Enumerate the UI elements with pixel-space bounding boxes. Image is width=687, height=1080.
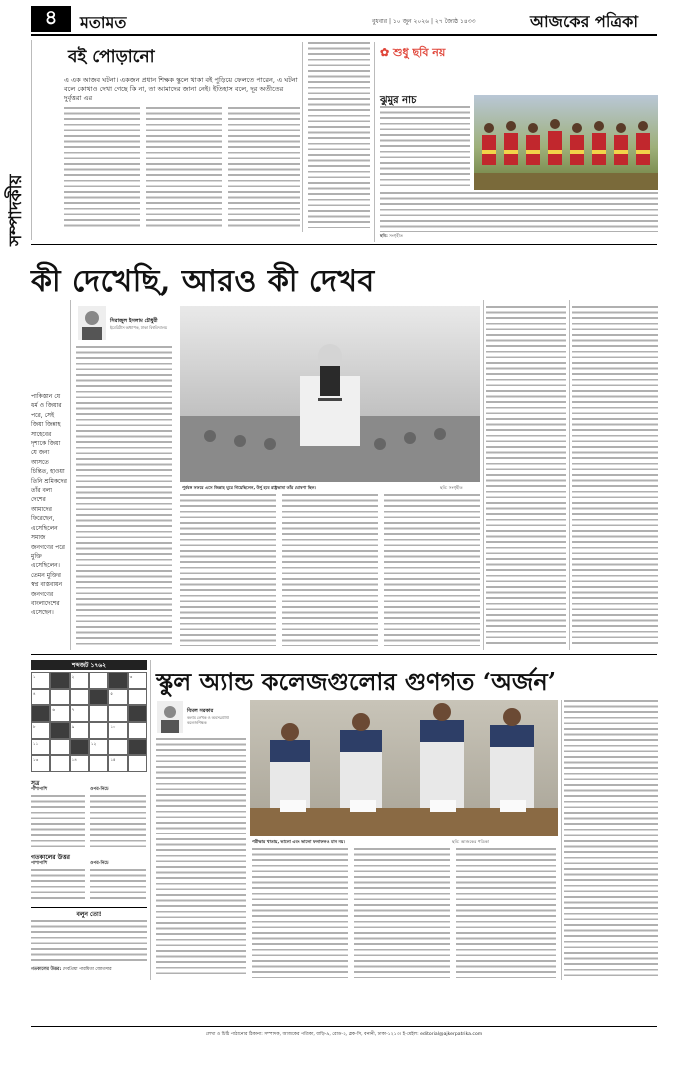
- feature-title: ঝুমুর নাচ: [380, 95, 417, 106]
- crossword-cell[interactable]: ১১: [31, 739, 50, 756]
- feature-kicker-text: শুধু ছবি নয়: [393, 46, 446, 59]
- column-divider: [374, 42, 375, 242]
- article1-author-photo: [78, 306, 106, 340]
- crossword-cell[interactable]: [89, 722, 108, 739]
- dateline: বুধবার | ১০ জুন ২০২৬ | ২৭ জ্যৈষ্ঠ ১৪৩৩: [372, 18, 476, 25]
- article2-body-col5: [456, 848, 556, 978]
- dancers-illustration: [474, 95, 658, 190]
- article2-author-name: বিমল সরকার: [187, 708, 214, 714]
- crossword-cell-blocked: [31, 705, 50, 722]
- crossword-grid: [31, 672, 147, 772]
- author-portrait-icon: [78, 306, 106, 340]
- column-divider: [70, 300, 71, 650]
- crossword-cell[interactable]: ৮: [31, 722, 50, 739]
- crossword-cell[interactable]: ১৩: [31, 755, 50, 772]
- crossword-cell[interactable]: [128, 755, 147, 772]
- feature-credit-label: ছবি:: [380, 233, 388, 238]
- crossword-cell[interactable]: ৯: [70, 722, 89, 739]
- footer-rule: [31, 1026, 657, 1027]
- crossword-cell[interactable]: [89, 672, 108, 689]
- crossword-cell[interactable]: [108, 739, 127, 756]
- editorial-body-col3: [228, 107, 300, 229]
- crossword-cell-blocked: [50, 722, 69, 739]
- article1-author-name: সিরাজুল ইসলাম চৌধুরী: [110, 318, 158, 324]
- article1-body-col5: [486, 306, 566, 646]
- crossword-across-clues: [31, 795, 85, 847]
- answers-down-label: ওপর-নিচে: [90, 861, 109, 866]
- article2-body-col2: [156, 838, 246, 978]
- photo-credit-label: ছবি:: [440, 485, 448, 490]
- column-divider: [483, 300, 484, 650]
- quiz-answer: [31, 967, 147, 972]
- article2-photo-caption: পরীক্ষার খাতায়, ভালো এবং ভালো ফলাফলও মান নয়।: [252, 839, 346, 844]
- crossword-cell[interactable]: ৫: [108, 689, 127, 706]
- article2-body-col3: [252, 848, 348, 978]
- crossword-cell-blocked: [128, 739, 147, 756]
- article2-title: স্কুল অ্যান্ড কলেজগুলোর গুণগত ‘অর্জন’: [156, 667, 557, 696]
- side-column-text: পাকিস্তান যে ধর্ম ও জিয়ার পরে, সেই জিয়া জিন্নাহ সাহেবের দৃশ্যকে জিয়া যে জন্য আসতে চিন্তিত, হাওয়া তিনি শ্রমিকদের তাঁর বলা দেশের আমাদের ফিরেছেন, এসেছিলেন সমাজ জনগণের পরে মুক্তি এসেছিলেন। তেমন মুক্তির স্বপ্ন বাস্তবায়ন জনগণের বাংলাদেশের এসেছেন।: [31, 393, 67, 617]
- photo-credit-value: সংগৃহীত: [448, 485, 463, 490]
- editorial-body-col2: [146, 107, 222, 229]
- article1-photo: [180, 306, 480, 482]
- crossword-cell[interactable]: [50, 689, 69, 706]
- editorial-body-col4: [308, 42, 370, 228]
- article1-body-col2: [180, 494, 276, 646]
- crossword-cell[interactable]: [128, 722, 147, 739]
- column-divider: [561, 700, 562, 980]
- crossword-cell[interactable]: ২: [70, 672, 89, 689]
- feature-kicker: ✿ শুধু ছবি নয়: [380, 46, 446, 59]
- article2-photo-credit: [452, 839, 489, 846]
- crossword-answers-label: গতকালের উত্তর: [31, 854, 70, 861]
- page-number: ৪: [31, 6, 71, 32]
- feature-credit: [380, 233, 403, 240]
- crossword-cell[interactable]: [89, 755, 108, 772]
- crossword-cell[interactable]: ৭: [70, 705, 89, 722]
- crossword-cell-blocked: [128, 705, 147, 722]
- article1-body-col6: [572, 306, 658, 646]
- crossword-cell[interactable]: ১৫: [108, 755, 127, 772]
- crossword-cell[interactable]: [50, 739, 69, 756]
- crossword-cell[interactable]: [128, 689, 147, 706]
- crossword-cell[interactable]: ৬: [50, 705, 69, 722]
- crossword-cell[interactable]: [50, 755, 69, 772]
- article1-body-col1: [76, 346, 172, 646]
- column-divider: [302, 42, 303, 232]
- article2-body-col4: [354, 848, 450, 978]
- article2-body-col6: [564, 700, 658, 978]
- crossword-cell-blocked: [50, 672, 69, 689]
- column-divider: [31, 40, 32, 240]
- footer-contact: লেখা ও চিঠি পাঠানোর ঠিকানা: সম্পাদক, আজকের পত্রিকা, বাড়ি-৯, রোড-২, ব্লক-সি, বনানী, ঢাকা-১২১৩। ই-মেইল: editorial@ajkerpatrika.com: [205, 1032, 483, 1037]
- editorial-vertical-label: সম্পাদকীয়: [6, 174, 26, 246]
- article2-body-col1: [156, 738, 246, 834]
- article1-title: কী দেখেছি, আরও কী দেখব: [31, 264, 375, 299]
- editorial-lede: এ এক আজব ঘটনা। একজন প্রধান শিক্ষক স্কুলে থাকা বই পুড়িয়ে ফেলতে পারেন, এ ঘটনা বলে কোথাও দেখা গেছে কি না, তা আমাদের জানা নেই। ইতিহাস বলে, দূর অতীতের দুর্বৃত্তরা এর: [64, 76, 298, 102]
- crossword-cell-blocked: [108, 672, 127, 689]
- quiz-answer-label: গতকালের উত্তর:: [31, 967, 62, 972]
- crossword-cell[interactable]: ১: [31, 672, 50, 689]
- crossword-cell[interactable]: [70, 689, 89, 706]
- crossword-cell[interactable]: ১২: [89, 739, 108, 756]
- feature-credit-value: সংগৃহীত: [389, 233, 403, 238]
- answers-across-label: পাশাপাশি: [31, 861, 48, 866]
- editorial-body-col1: [64, 107, 140, 229]
- article1-photo-caption: পূর্ববঙ্গ সফরে এসে জিন্নাহ ঘুরে গিয়েছিলেন, উর্দু হবে রাষ্ট্রভাষা তাঁর ঘোষণা ছিল।: [182, 485, 317, 490]
- crossword-cell[interactable]: ১৪: [70, 755, 89, 772]
- crossword-cell-blocked: [70, 739, 89, 756]
- column-divider: [569, 300, 570, 650]
- crossword-down-clues: [90, 795, 146, 847]
- editorial-title: বই পোড়ানো: [68, 47, 155, 67]
- article2-photo: [250, 700, 558, 836]
- photo-credit-value: আজকের পত্রিকা: [460, 839, 489, 844]
- article2-author-role: কলাম লেখক ও অবসরপ্রাপ্ত কলেজশিক্ষক: [187, 715, 229, 725]
- article1-author-role: ইমেরিটাস অধ্যাপক, ঢাকা বিশ্ববিদ্যালয়: [110, 325, 167, 330]
- quiz-text: [31, 920, 147, 964]
- quiz-title: বলুন তো!: [31, 907, 147, 919]
- article1-body-col4: [384, 494, 480, 646]
- answers-across-text: [31, 869, 85, 899]
- crossword-cell[interactable]: ১০: [108, 722, 127, 739]
- section-rule: [31, 654, 657, 655]
- author-portrait-icon: [157, 701, 183, 733]
- crossword-cell-blocked: [89, 689, 108, 706]
- section-title: মতামত: [80, 13, 127, 32]
- answers-down-text: [90, 869, 146, 899]
- crossword-cell[interactable]: ৩: [128, 672, 147, 689]
- crossword-clues-label: সূত্র: [31, 780, 40, 787]
- section-rule: [31, 244, 657, 245]
- column-divider: [150, 660, 151, 980]
- historic-speech-illustration: [180, 306, 480, 482]
- crossword-cell[interactable]: [108, 705, 127, 722]
- crossword-cell[interactable]: [89, 705, 108, 722]
- article1-photo-credit: [440, 485, 463, 492]
- crossword-down-label: ওপর-নিচে: [90, 787, 109, 792]
- crossword-title: শব্দজট ১৭৬২: [31, 660, 147, 670]
- header-rule: [31, 34, 657, 36]
- masthead-logo: আজকের পত্রিকা: [530, 12, 638, 31]
- feature-photo: [474, 95, 658, 190]
- feature-text: [380, 106, 470, 186]
- photo-credit-label: ছবি:: [452, 839, 460, 844]
- exam-hall-illustration: [250, 700, 558, 836]
- article2-author-photo: [157, 701, 183, 733]
- feature-caption-text: [380, 192, 658, 232]
- crossword-across-label: পাশাপাশি: [31, 787, 48, 792]
- quiz-answer-value: দেবপ্রিয়া পারমিতা জোতদার: [62, 967, 112, 972]
- article1-body-col3: [282, 494, 378, 646]
- crossword-cell[interactable]: ৪: [31, 689, 50, 706]
